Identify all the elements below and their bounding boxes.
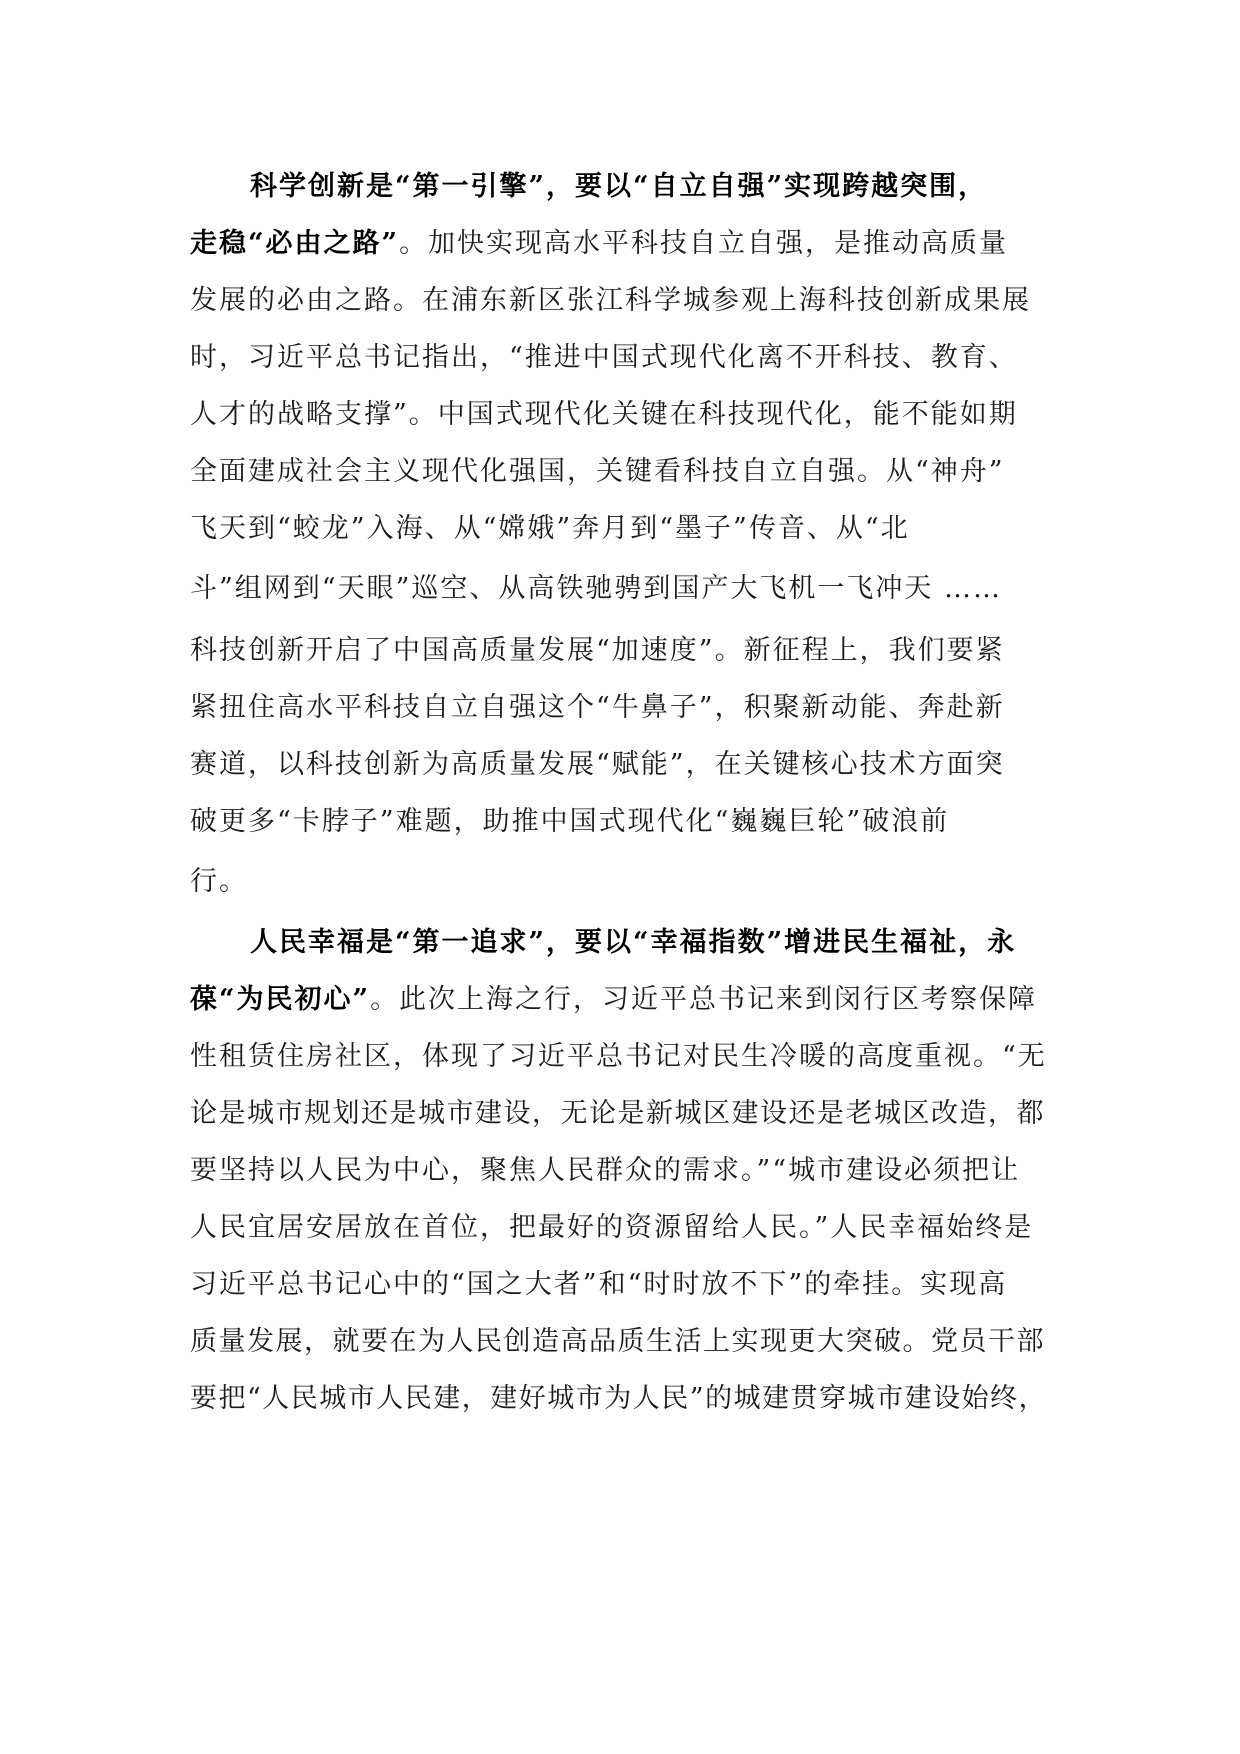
- paragraph2-line: 性租赁住房社区，体现了习近平总书记对民生冷暖的高度重视。“无: [190, 1041, 1047, 1072]
- paragraph1-line: 发展的必由之路。在浦东新区张江科学城参观上海科技创新成果展: [190, 285, 1031, 316]
- paragraph1-line: 全面建成社会主义现代化强国，关键看科技自立自强。从“神舟”: [190, 456, 1005, 487]
- paragraph1-line: 破更多“卡脖子”难题，助推中国式现代化“巍巍巨轮”破浪前: [190, 806, 950, 837]
- paragraph1-line: 斗”组网到“天眼”巡空、从高铁驰骋到国产大飞机一飞冲天 ……: [190, 573, 1002, 604]
- paragraph2-line: 习近平总书记心中的“国之大者”和“时时放不下”的牵挂。实现高: [190, 1269, 1008, 1300]
- paragraph2-line: [190, 983, 1037, 1017]
- paragraph1-heading-line2: 走稳“必由之路”: [190, 228, 400, 259]
- paragraph2-text: 。此次上海之行，习近平总书记来到闵行区考察保障: [370, 984, 1038, 1015]
- paragraph1-line: 紧扭住高水平科技自立自强这个“牛鼻子”，积聚新动能、奔赴新: [190, 692, 1005, 723]
- paragraph2-line: 要把“人民城市人民建，建好城市为人民”的城建贯穿城市建设始终，: [190, 1383, 1048, 1414]
- paragraph2-line: 人民宜居安居放在首位，把最好的资源留给人民。”人民幸福始终是: [190, 1212, 1034, 1243]
- paragraph2-heading-line1: 人民幸福是“第一追求”，要以“幸福指数”增进民生福祉，永: [250, 927, 1017, 958]
- paragraph2-line: 质量发展，就要在为人民创造高品质生活上实现更大突破。党员干部: [190, 1326, 1045, 1357]
- paragraph1-heading-line1: 科学创新是“第一引擎”，要以“自立自强”实现跨越突围，: [250, 171, 988, 202]
- paragraph1-line: [190, 227, 1008, 261]
- paragraph1-text: 。加快实现高水平科技自立自强，是推动高质量: [399, 228, 1009, 259]
- paragraph1-line: 赛道，以科技创新为高质量发展“赋能”，在关键核心技术方面突: [190, 749, 1005, 780]
- paragraph2-heading-line2: 葆“为民初心”: [190, 984, 371, 1015]
- paragraph1-line: 科技创新开启了中国高质量发展“加速度”。新征程上，我们要紧: [190, 635, 1005, 666]
- paragraph2-line: 论是城市规划还是城市建设，无论是新城区建设还是老城区改造，都: [190, 1098, 1045, 1129]
- paragraph2-line: 要坚持以人民为中心，聚焦人民群众的需求。”“城市建设必须把让: [190, 1155, 1021, 1186]
- paragraph1-line: 时，习近平总书记指出，“推进中国式现代化离不开科技、教育、: [190, 342, 1018, 373]
- paragraph1-line: 行。: [190, 866, 248, 897]
- paragraph1-line: 飞天到“蛟龙”入海、从“嫦娥”奔月到“墨子”传音、从“北: [190, 513, 910, 544]
- paragraph1-line: 人才的战略支撑”。中国式现代化关键在科技现代化，能不能如期: [190, 399, 1018, 430]
